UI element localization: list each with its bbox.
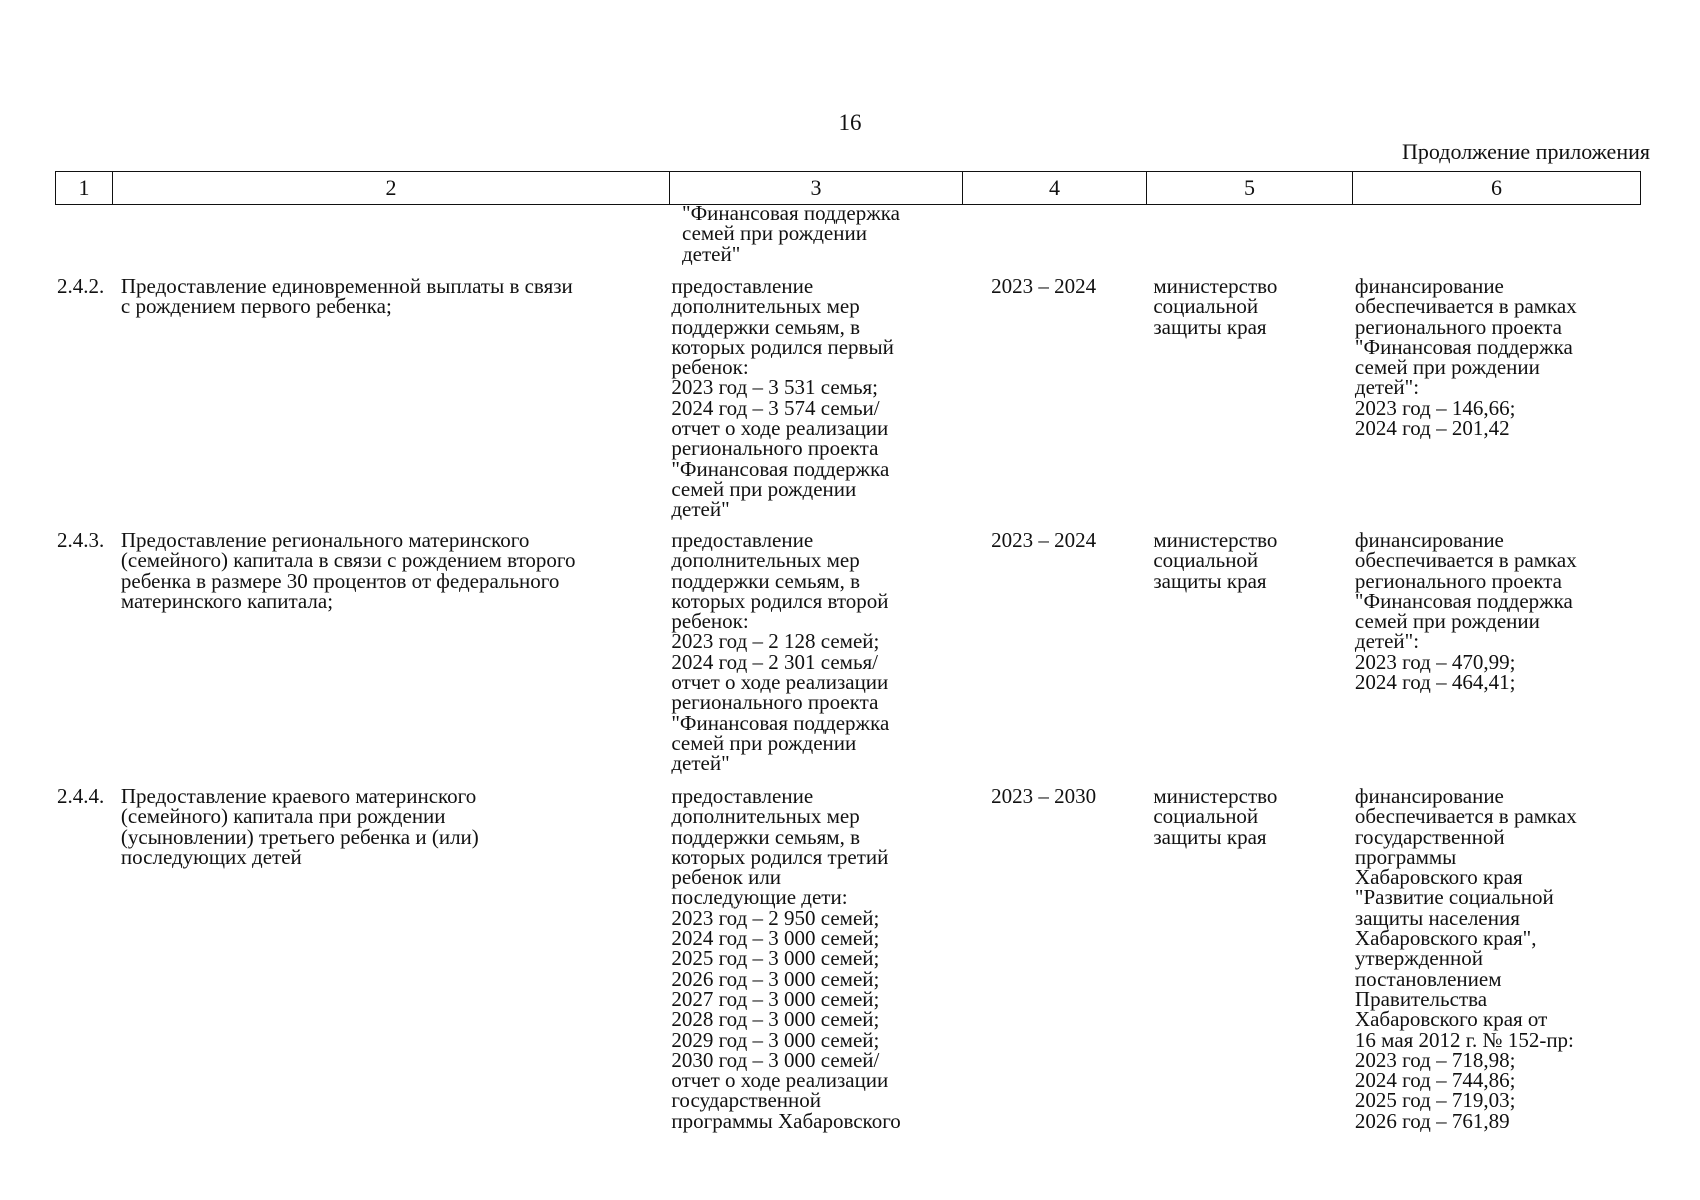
- carryover-row: [55, 203, 1640, 276]
- column-header-5: 5: [1147, 172, 1353, 205]
- row-financing: финансирование обеспечивается в рамках государственной программы Хабаровского края "Развитие социальной защиты населения Хабаровского края", утвержденной постановлением Правительства Хабаровского края от 16 мая 2012 г. № 152-пр: 2023 год – 718,98; 2024 год – 744,86; 2025 год – 719,03; 2026 год – 761,89: [1354, 784, 1577, 1133]
- row-description: Предоставление единовременной выплаты в связи с рождением первого ребенка;: [120, 274, 573, 319]
- row-executor: министерство социальной защиты края: [1153, 528, 1278, 593]
- row-financing: финансирование обеспечивается в рамках регионального проекта "Финансовая поддержка семей при рождении детей": 2023 год – 470,99; 2024 год – 464,41;: [1354, 528, 1577, 695]
- column-header-6: 6: [1353, 172, 1641, 205]
- carryover-result: "Финансовая поддержка семей при рождении детей": [682, 201, 900, 266]
- row-result: предоставление дополнительных мер поддержки семьям, в которых родился первый ребенок: 2023 год – 3 531 семья; 2024 год – 3 574 семьи/ отчет о ходе реализации регионального проекта "Финансовая поддержка семей при рождении детей": [671, 274, 894, 522]
- row-number: 2.4.2.: [57, 274, 105, 298]
- column-header-row: [56, 172, 1641, 205]
- table-body: [55, 203, 1640, 1131]
- row-description: Предоставление регионального материнского (семейного) капитала в связи с рождением второго ребенка в размере 30 процентов от федерального материнского капитала;: [120, 528, 576, 613]
- row-number: 2.4.4.: [57, 784, 105, 808]
- column-header-table: [55, 171, 1641, 205]
- column-header-2: 2: [113, 172, 670, 205]
- continuation-label: Продолжение приложения: [1402, 139, 1650, 164]
- table-row: [55, 530, 1640, 786]
- column-header-3: 3: [670, 172, 963, 205]
- row-period: 2023 – 2024: [991, 274, 1097, 298]
- column-header-1: 1: [56, 172, 113, 205]
- row-number: 2.4.3.: [57, 528, 105, 552]
- row-description: Предоставление краевого материнского (семейного) капитала при рождении (усыновлении) третьего ребенка и (или) последующих детей: [120, 784, 479, 869]
- row-result: предоставление дополнительных мер поддержки семьям, в которых родился третий ребенок или последующие дети: 2023 год – 2 950 семей; 2024 год – 3 000 семей; 2025 год – 3 000 семей; 2026 год – 3 000 семей; 2027 год – 3 000 семей; 2028 год – 3 000 семей; 2029 год – 3 000 семей; 2030 год – 3 000 семей/ отчет о ходе реализации государственной программы Хабаровского: [671, 784, 901, 1133]
- row-period: 2023 – 2030: [991, 784, 1097, 808]
- column-header-4: 4: [963, 172, 1147, 205]
- row-result: предоставление дополнительных мер поддержки семьям, в которых родился второй ребенок: 2023 год – 2 128 семей; 2024 год – 2 301 семья/ отчет о ходе реализации регионального проекта "Финансовая поддержка семей при рождении детей": [671, 528, 890, 776]
- row-executor: министерство социальной защиты края: [1153, 274, 1278, 339]
- table-row: [55, 276, 1640, 530]
- row-executor: министерство социальной защиты края: [1153, 784, 1278, 849]
- row-financing: финансирование обеспечивается в рамках регионального проекта "Финансовая поддержка семей при рождении детей": 2023 год – 146,66; 2024 год – 201,42: [1354, 274, 1577, 441]
- table-row: [55, 786, 1640, 1131]
- page-number: 16: [838, 110, 862, 135]
- row-period: 2023 – 2024: [991, 528, 1097, 552]
